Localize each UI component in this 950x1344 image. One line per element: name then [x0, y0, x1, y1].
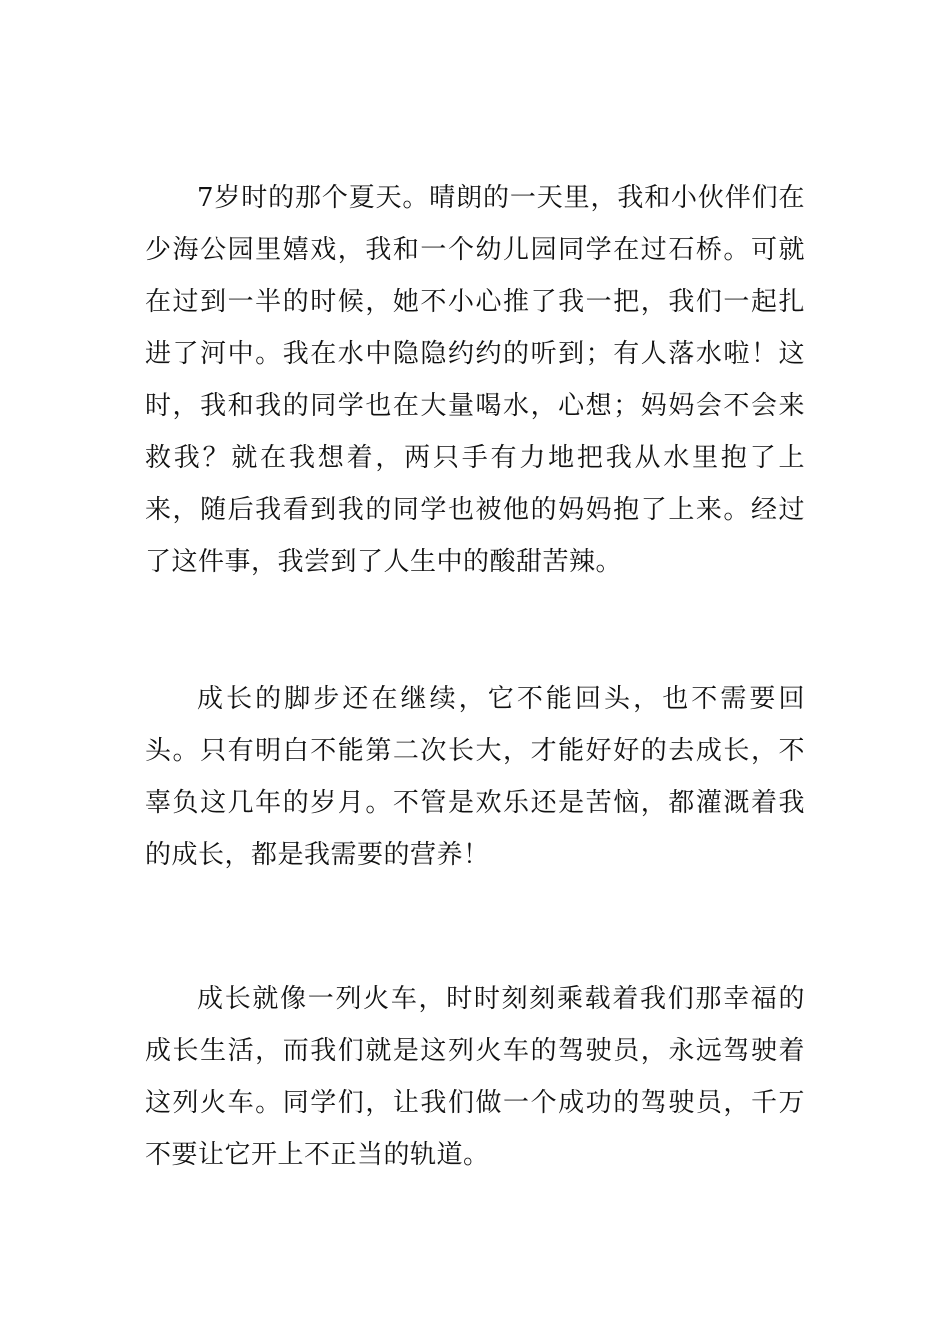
- paragraph-growth-train: 成长就像一列火车，时时刻刻乘载着我们那幸福的成长生活，而我们就是这列火车的驾驶员，永远驾驶着这列火车。同学们，让我们做一个成功的驾驶员，千万不要让它开上不正当的轨道。: [145, 984, 805, 1170]
- paragraph-childhood-river: 7岁时的那个夏天。晴朗的一天里，我和小伙伴们在少海公园里嬉戏，我和一个幼儿园同学在过石桥。可就在过到一半的时候，她不小心推了我一把，我们一起扎进了河中。我在水中隐隐约约的听到；有人落水啦！这时，我和我的同学也在大量喝水，心想；妈妈会不会来救我？就在我想着，两只手有力地把我从水里抱了上来，随后我看到我的同学也被他的妈妈抱了上来。经过了这件事，我尝到了人生中的酸甜苦辣。: [145, 183, 805, 577]
- paragraph-growth-steps: 成长的脚步还在继续，它不能回头，也不需要回头。只有明白不能第二次长大，才能好好的去成长，不辜负这几年的岁月。不管是欢乐还是苦恼，都灌溉着我的成长，都是我需要的营养！: [145, 684, 805, 870]
